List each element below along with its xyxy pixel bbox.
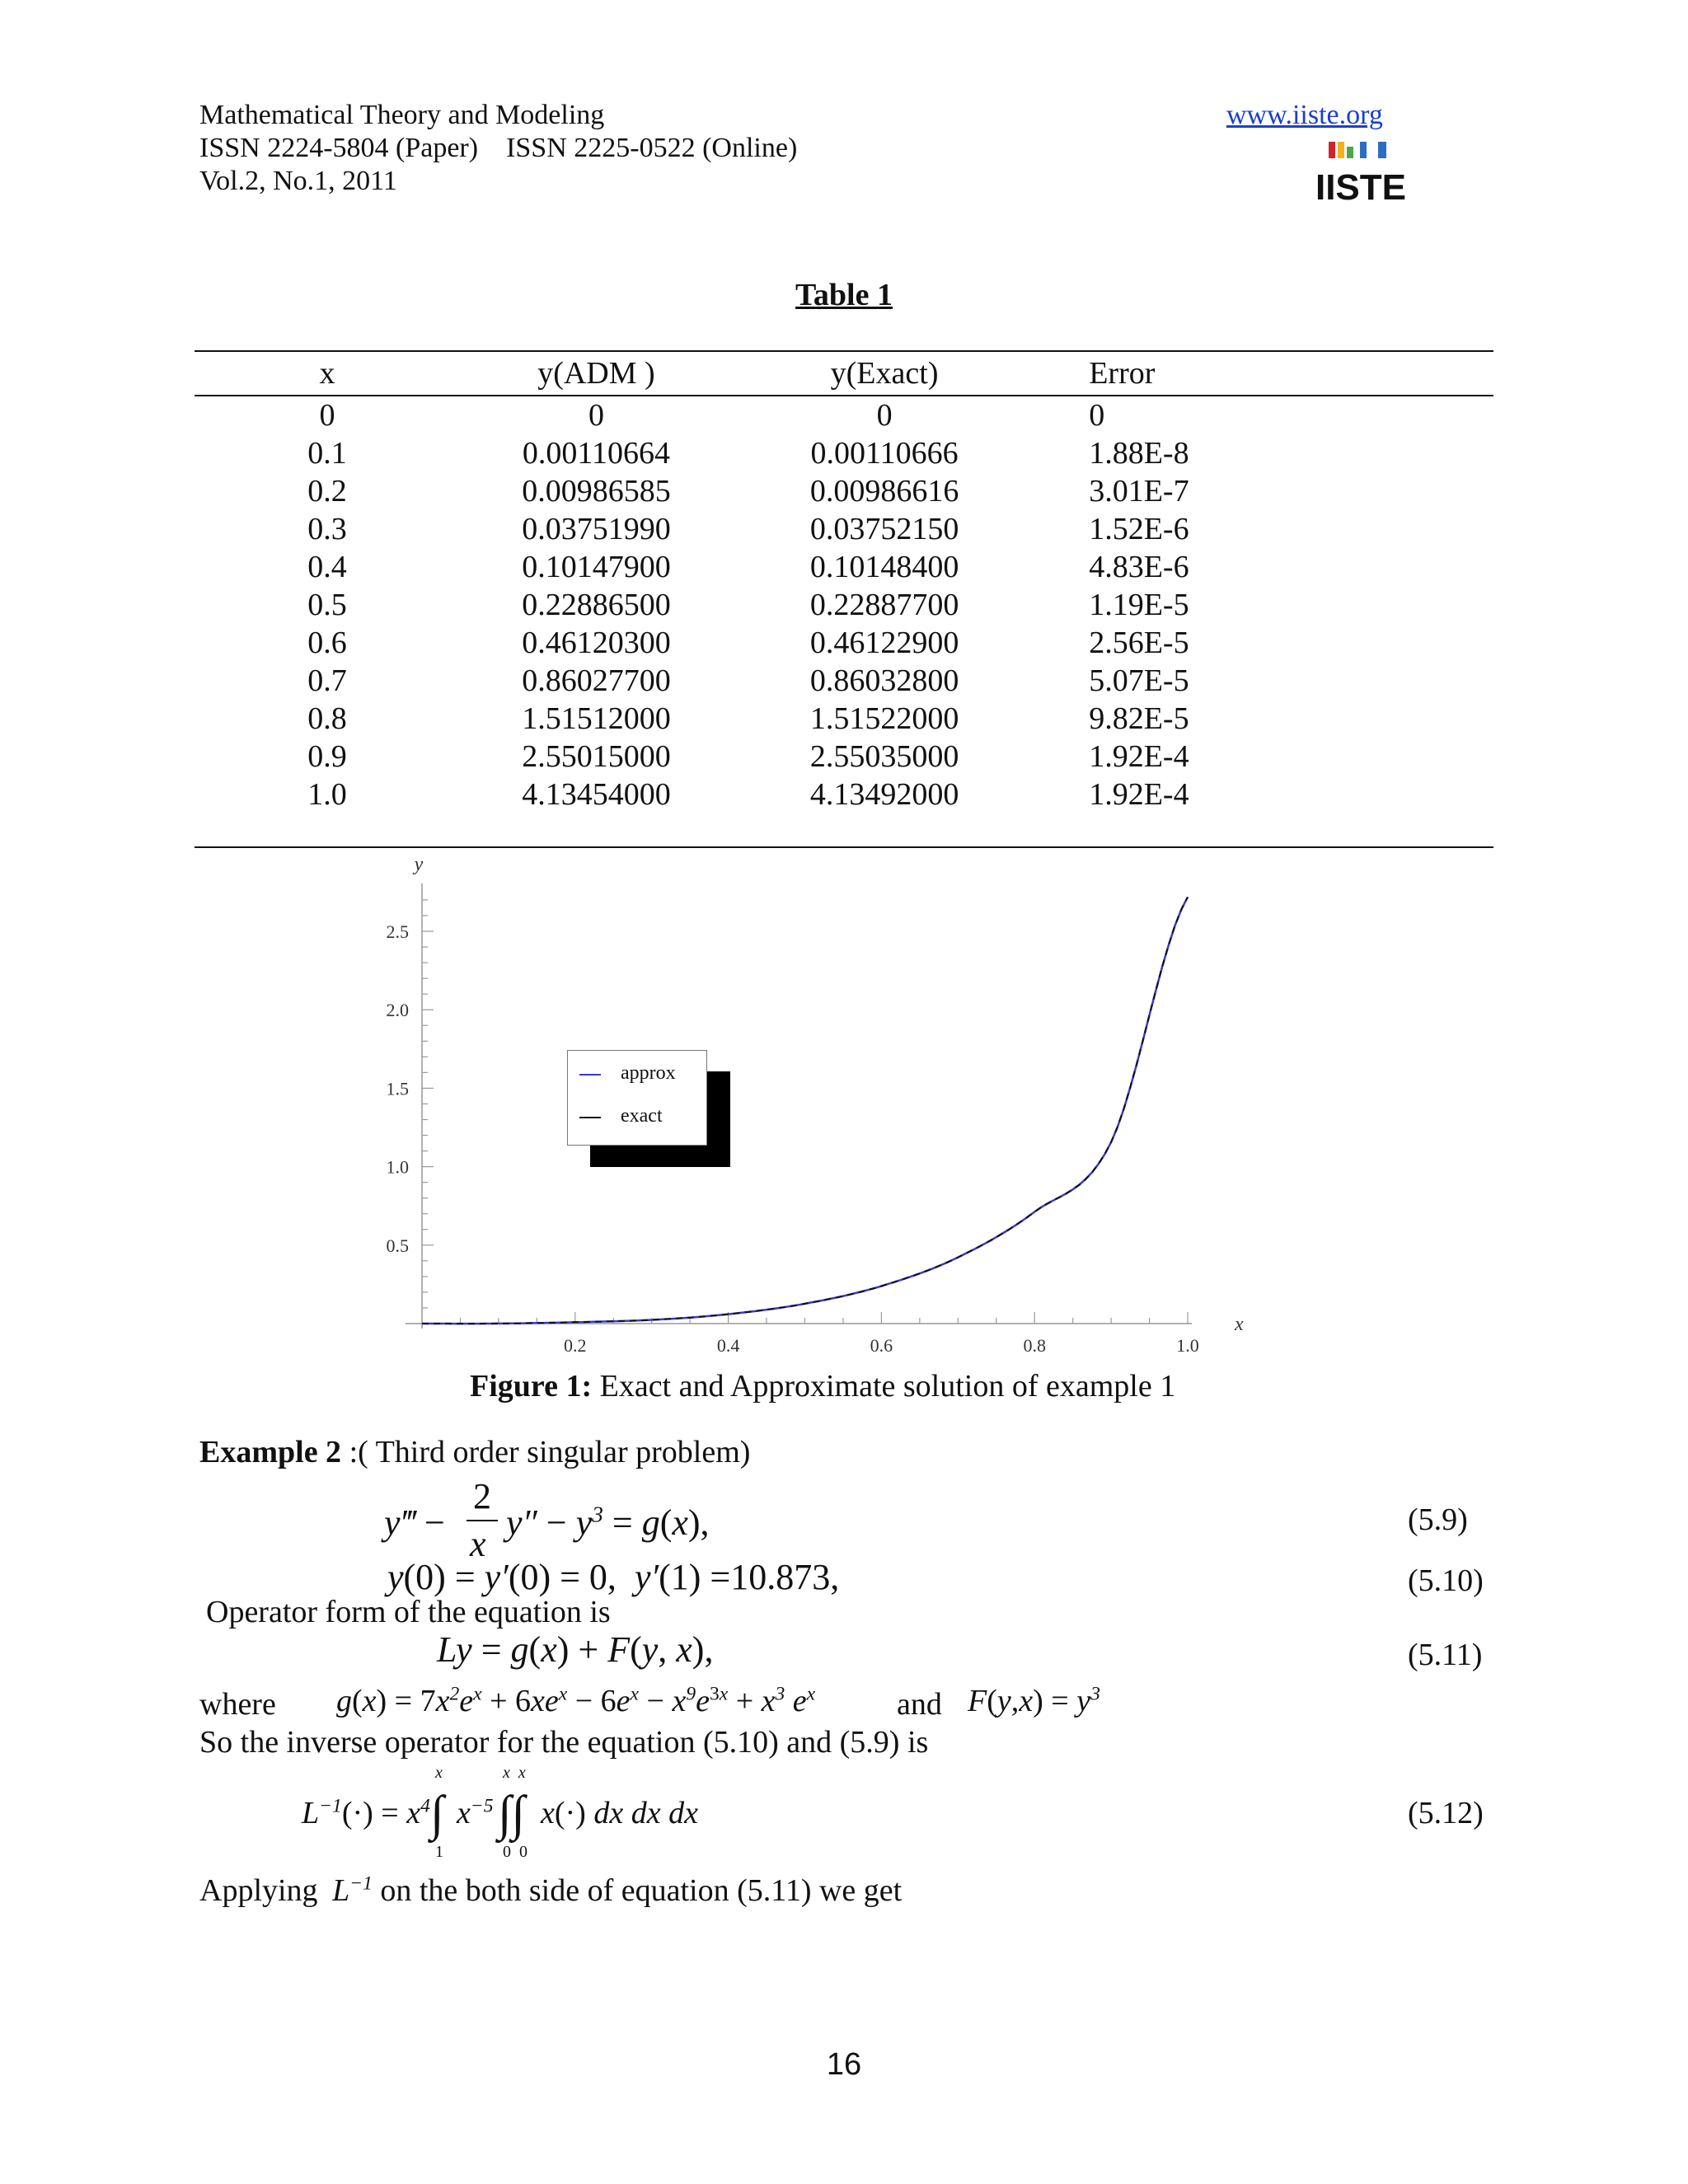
legend-approx-swatch [579, 1074, 601, 1076]
cell-exact: 0.10148400 [809, 550, 959, 584]
cell-exact: 0.00986616 [809, 474, 959, 509]
cell-x: 0 [319, 398, 335, 433]
cell-adm: 0.00110664 [522, 436, 670, 471]
iiste-logo [1315, 140, 1407, 208]
table-title: Table 1 [795, 278, 893, 312]
operator-form-text: Operator form of the equation is [206, 1595, 611, 1629]
cell-adm: 0.10147900 [522, 550, 671, 584]
applying-text-pre: Applying [199, 1873, 318, 1908]
figure-caption-label: Figure 1: [470, 1369, 593, 1404]
series-line-exact [422, 897, 1188, 1324]
cell-x: 0.2 [307, 474, 347, 509]
table-row [195, 548, 1493, 586]
f-definition: $F(y,x) = y^3$ [968, 1683, 1100, 1718]
cell-x: 0.1 [307, 436, 347, 471]
cell-exact: 0.03752150 [809, 512, 959, 546]
table-row [195, 472, 1493, 510]
page-number: 16 [826, 2047, 862, 2082]
and-text: and [897, 1687, 942, 1722]
cell-exact: 4.13492000 [733, 776, 1036, 847]
website-link[interactable]: www.iiste.org [1226, 100, 1383, 130]
cell-error: 1.19E-5 [1089, 588, 1189, 622]
y-axis-label: y [414, 854, 424, 875]
table-row [195, 586, 1493, 624]
cell-adm: 0.03751990 [522, 512, 671, 546]
table-header-row [195, 351, 1493, 396]
legend-exact-label: exact [621, 1105, 663, 1127]
cell-error: 1.88E-8 [1089, 436, 1189, 471]
cell-adm: 2.55015000 [522, 739, 671, 774]
cell-error: 1.92E-4 [1089, 739, 1189, 774]
results-table [195, 350, 1493, 848]
example-heading-label: Example 2 [199, 1435, 342, 1469]
cell-adm: 1.51512000 [522, 701, 671, 736]
series-line-approx [422, 897, 1188, 1324]
y-tick-label: 1.5 [386, 1078, 409, 1099]
table-row [195, 700, 1493, 738]
cell-error: 2.56E-5 [1089, 626, 1189, 660]
x-tick-label: 0.4 [716, 1335, 740, 1356]
cell-error: 4.83E-6 [1089, 550, 1189, 584]
legend-approx-label: approx [621, 1062, 676, 1084]
applying-line: Applying $L^{-1}$ on the both side of equation (5.11) we get [199, 1872, 903, 1908]
issn-line: ISSN 2224-5804 (Paper) ISSN 2225-0522 (Online) [199, 133, 798, 163]
volume-line: Vol.2, No.1, 2011 [199, 166, 397, 196]
g-definition: $g(x) = 7x^2e^x + 6xe^x - 6e^x - x^9e^{3x} + x^3$ $e^x$ [336, 1683, 816, 1718]
equation-5-12: $L^{-1}(\cdot) = x^4$ x ∫ 1 $x^{-5}$ x x ∫∫ 0 0 x(·) dx dx dx [302, 1764, 698, 1861]
equation-5-11: Ly = g(x) + F(y, x), [437, 1629, 714, 1670]
y-tick-label: 2.0 [386, 1000, 409, 1021]
example-heading-text: :( Third order singular problem) [341, 1435, 751, 1469]
cell-exact: 0.22887700 [809, 588, 959, 622]
cell-error: 1.92E-4 [1036, 776, 1325, 847]
figure-caption [470, 1368, 1175, 1404]
col-header-x: x [195, 351, 460, 396]
where-text: where [199, 1687, 276, 1722]
equation-5-10: y(0) = y′(0) = 0, y′(1) =10.873, [387, 1557, 840, 1597]
x-tick-label: 0.8 [1023, 1335, 1046, 1356]
cell-x: 0.6 [307, 626, 347, 660]
solution-chart [363, 849, 1253, 1360]
cell-x: 1.0 [195, 776, 460, 847]
x-tick-label: 0.2 [564, 1335, 587, 1356]
cell-x: 0.5 [307, 588, 347, 622]
cell-x: 0.9 [307, 739, 347, 774]
inverse-operator-text: So the inverse operator for the equation (5.10) and (5.9) is [199, 1725, 929, 1760]
cell-error: 9.82E-5 [1089, 701, 1189, 736]
x-tick-label: 0.6 [870, 1335, 893, 1356]
cell-exact: 0.00110666 [810, 436, 959, 471]
legend-exact-swatch [579, 1117, 601, 1118]
cell-adm: 0.22886500 [522, 588, 671, 622]
cell-exact: 0.86032800 [809, 663, 959, 698]
logo-text: IISTE [1315, 167, 1407, 208]
journal-name: Mathematical Theory and Modeling [199, 100, 605, 130]
eq-number-5-10: (5.10) [1408, 1563, 1484, 1598]
cell-adm: 4.13454000 [460, 776, 733, 847]
table-row [195, 396, 1493, 434]
cell-adm: 0.86027700 [522, 663, 671, 698]
cell-x: 0.3 [307, 512, 347, 546]
cell-error: 3.01E-7 [1089, 474, 1189, 509]
cell-error: 1.52E-6 [1089, 512, 1189, 546]
eq-number-5-11: (5.11) [1408, 1638, 1483, 1672]
x-tick-label: 1.0 [1176, 1335, 1199, 1356]
cell-adm: 0.46120300 [522, 626, 671, 660]
col-header-error: Error [1036, 351, 1325, 396]
cell-error: 5.07E-5 [1089, 663, 1189, 698]
iiste-logo-icon [1315, 140, 1407, 208]
eq-number-5-12: (5.12) [1408, 1796, 1484, 1830]
cell-adm: 0 [588, 398, 604, 433]
table-row [195, 434, 1493, 472]
cell-error: 0 [1089, 398, 1105, 433]
table-row [195, 510, 1493, 548]
col-header-adm: y(ADM ) [460, 351, 733, 396]
table-row [195, 776, 1493, 847]
example-heading [199, 1434, 750, 1470]
table-row [195, 662, 1493, 700]
table-row [195, 738, 1493, 776]
cell-x: 0.7 [307, 663, 347, 698]
figure-caption-text: Exact and Approximate solution of example 1 [592, 1369, 1176, 1404]
cell-exact: 1.51522000 [809, 701, 959, 736]
table-row [195, 624, 1493, 662]
eq-number-5-9: (5.9) [1408, 1502, 1468, 1537]
cell-exact: 0 [876, 398, 893, 433]
y-tick-label: 1.0 [386, 1156, 409, 1178]
y-tick-label: 0.5 [386, 1235, 409, 1256]
x-axis-label: x [1235, 1314, 1244, 1335]
cell-exact: 0.46122900 [809, 626, 959, 660]
applying-text-post: on the both side of equation (5.11) we get [380, 1873, 903, 1908]
y-tick-label: 2.5 [386, 921, 409, 942]
chart-legend [567, 1050, 707, 1146]
cell-exact: 2.55035000 [809, 739, 959, 774]
col-header-exact: y(Exact) [733, 351, 1036, 396]
cell-x: 0.4 [307, 550, 347, 584]
cell-adm: 0.00986585 [522, 474, 671, 509]
cell-x: 0.8 [307, 701, 347, 736]
